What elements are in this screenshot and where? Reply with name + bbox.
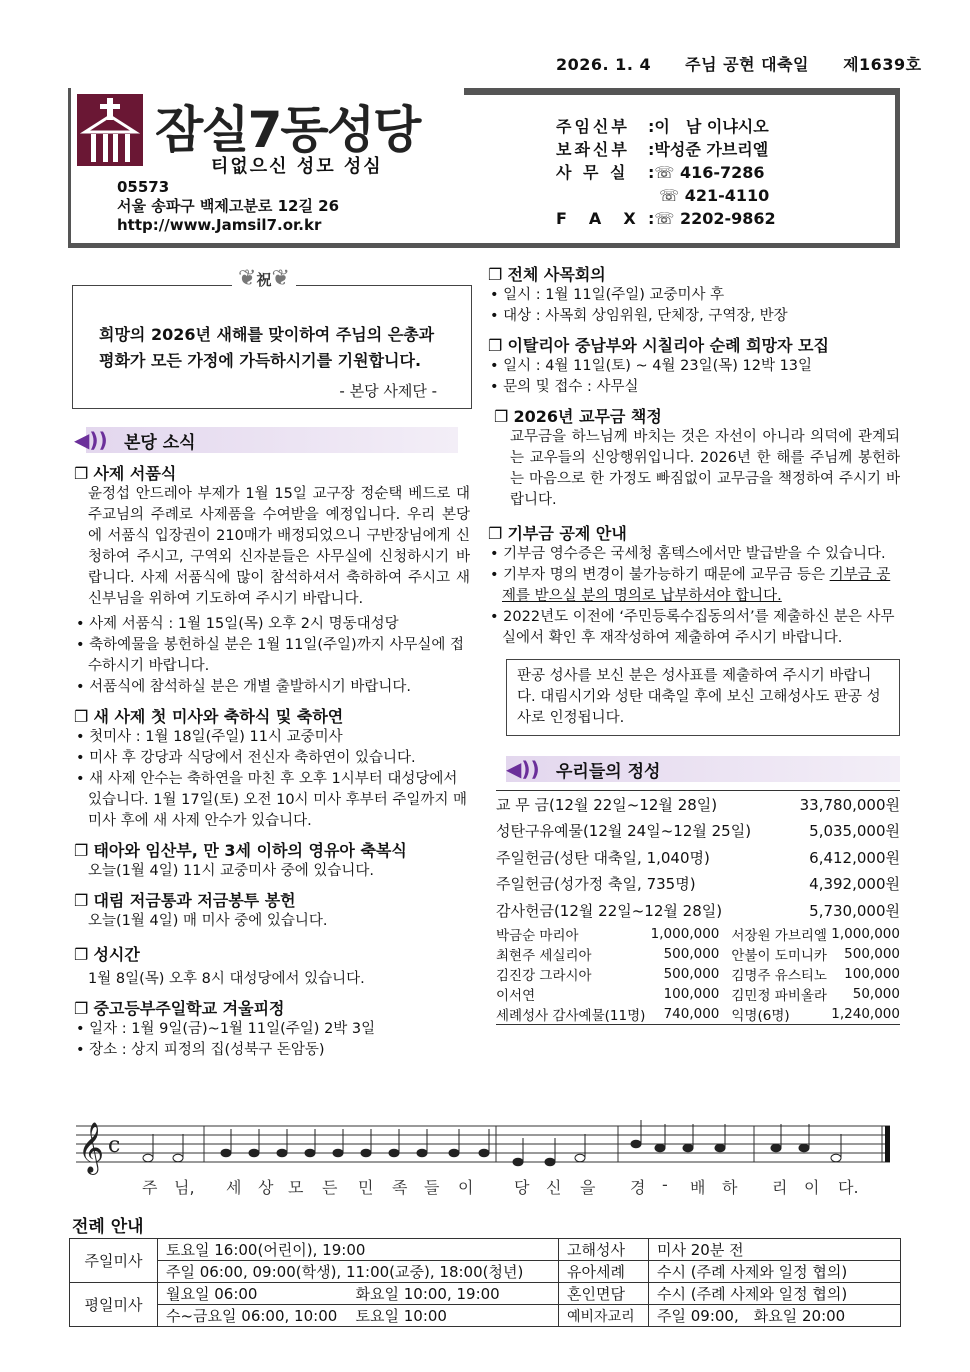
note-head bbox=[771, 1144, 781, 1152]
lyric-syllable: 님, bbox=[174, 1178, 195, 1197]
street-address: 서울 송파구 백제고분로 12길 26 bbox=[117, 197, 340, 215]
table-row: 주일헌금(성가정 축일, 735명) 4,392,000원 bbox=[496, 875, 900, 894]
greeting-signature: - 본당 사제단 - bbox=[339, 382, 437, 400]
lyrics bbox=[76, 1175, 894, 1199]
issue-number: 제1639호 bbox=[843, 55, 922, 74]
table-row: 김진강 그라시아 500,000 김명주 유스티노 100,000 bbox=[496, 965, 900, 984]
lyric-syllable: 다. bbox=[838, 1178, 859, 1197]
infant-blessing-text: 오늘(1월 4일) 11시 교중미사 중에 있습니다. bbox=[88, 863, 374, 879]
heading-first-mass: ❐ 새 사제 첫 미사와 축하식 및 축하연 bbox=[74, 704, 470, 727]
heading-pilgrimage: ❐ 이탈리아 중남부와 시칠리아 순례 희망자 모집 bbox=[488, 333, 900, 356]
note-head bbox=[715, 1144, 725, 1152]
heading-council: ❐ 전체 사목회의 bbox=[488, 262, 900, 285]
staff-contacts bbox=[464, 88, 900, 248]
heading-dues: ❐ 2026년 교무금 책정 bbox=[494, 404, 900, 427]
note-head bbox=[361, 1149, 371, 1157]
list-item: • 기부금 영수증은 국세청 홈텍스에서만 발급받을 수 있습니다. bbox=[488, 544, 900, 565]
speaker-icon: ◀)) bbox=[74, 428, 108, 452]
confession-notice: 판공 성사를 보신 분은 성사표를 제출하여 주시기 바랍니다. 대림시기와 성탄 대축일 후에 보신 고해성사도 판공 성사로 인정됩니다. bbox=[506, 659, 900, 736]
music-score bbox=[76, 1118, 894, 1198]
note-head bbox=[449, 1149, 459, 1157]
table-row: 성탄구유예물(12월 24일~12월 25일) 5,035,000원 bbox=[496, 822, 900, 841]
dues-text: 교무금을 하느님께 바치는 것은 자선이 아니라 의덕에 관계되는 교우들의 신앙행위입니다. 2026년 한 해를 주님께 봉헌하는 마음으로 한 가정도 빠짐없이 교무금을 책정하여 주시기 바랍니다. bbox=[510, 429, 900, 508]
lyric-syllable: 민 bbox=[358, 1178, 374, 1197]
website-url: http://www.Jamsil7.or.kr bbox=[117, 216, 322, 234]
list-item: • 축하예물을 봉헌하실 분은 1월 11일(주일)까지 사무실에 접수하시기 바랍니다. bbox=[74, 635, 470, 677]
lyric-syllable: 하 bbox=[722, 1178, 738, 1197]
heading-holy-hour: ❐ 성시간 bbox=[74, 942, 470, 965]
speaker-icon: ◀)) bbox=[506, 757, 540, 781]
staff-row: 보좌신부 : 박성준 가브리엘 bbox=[556, 140, 769, 159]
table-row: 이서연 100,000 김민정 파비올라 50,000 bbox=[496, 985, 900, 1004]
heading-tax-deduction: ❐ 기부금 공제 안내 bbox=[488, 521, 900, 544]
new-year-greeting bbox=[72, 285, 472, 409]
heading-youth-retreat: ❐ 중고등부주일학교 겨울피정 bbox=[74, 996, 470, 1019]
section-header-parish-news: ◀)) 본당 소식 bbox=[86, 427, 458, 453]
svg-text:𝄞: 𝄞 bbox=[78, 1122, 105, 1173]
list-item: • 2022년도 이전에 ‘주민등록수집동의서’를 제출하신 분은 사무실에서 확인 후 재작성하여 제출하여 주시기 바랍니다. bbox=[488, 607, 900, 649]
lyric-syllable: - bbox=[662, 1175, 668, 1194]
lyric-syllable: 든 bbox=[322, 1178, 338, 1197]
staff-row: 주임신부 : 이 남 이냐시오 bbox=[556, 117, 769, 136]
table-row: 주일헌금(성탄 대축일, 1,040명) 6,412,000원 bbox=[496, 848, 900, 867]
lyric-syllable: 이 bbox=[804, 1178, 820, 1197]
ordination-text: 윤정섭 안드레아 부제가 1월 15일 교구장 정순택 베드로 대주교님의 주례로 사제품을 수여받을 예정입니다. 우리 본당에 서품식 입장권이 210매가 배정되었으니 구반장님에게 신청하여 주시고, 구역외 신자분들은 사무실에 신청하시기 바랍니다. 사제 서품식에 많이 참석하셔서 축하하여 주시고 새 신부님을 위하여 기도하여 주시기 바랍니다. bbox=[88, 486, 470, 607]
note-head bbox=[389, 1149, 399, 1157]
greeting-line: 평화가 모든 가정에 가득하시기를 기원합니다. bbox=[99, 351, 422, 370]
church-logo-icon bbox=[77, 94, 143, 166]
note-head bbox=[221, 1149, 231, 1157]
postal-code: 05573 bbox=[117, 178, 170, 196]
lyric-syllable: 상 bbox=[258, 1178, 274, 1197]
lyric-syllable: 을 bbox=[580, 1178, 596, 1197]
note-head bbox=[683, 1144, 693, 1152]
note-head bbox=[173, 1154, 183, 1162]
lyric-syllable: 이 bbox=[458, 1178, 474, 1197]
lyric-syllable: 신 bbox=[546, 1178, 562, 1197]
lyric-syllable: 경 bbox=[630, 1178, 646, 1197]
heading-ordination: ❐ 사제 서품식 bbox=[74, 461, 470, 484]
note-head bbox=[143, 1154, 153, 1162]
list-item: • 새 사제 안수는 축하연을 마친 후 오후 1시부터 대성당에서 있습니다. 1월 17일(토) 오전 10시 미사 후부터 주일까지 매 미사 후에 새 사제 안수가 있습니다. bbox=[74, 769, 470, 832]
svg-text:c: c bbox=[108, 1133, 121, 1158]
lyric-syllable: 배 bbox=[690, 1178, 706, 1197]
list-item: • 미사 후 강당과 식당에서 전신자 축하연이 있습니다. bbox=[74, 748, 470, 769]
note-head bbox=[277, 1149, 287, 1157]
note-head bbox=[631, 1140, 641, 1148]
lyric-syllable: 세 bbox=[226, 1178, 242, 1197]
note-head bbox=[545, 1158, 555, 1166]
list-item: • 첫미사 : 1월 18일(주일) 11시 교중미사 bbox=[74, 727, 470, 748]
list-item: • 일시 : 1월 11일(주일) 교중미사 후 bbox=[488, 285, 900, 306]
heading-infant-blessing: ❐ 태아와 임산부, 만 3세 이하의 영유아 축복식 bbox=[74, 838, 470, 861]
left-column bbox=[74, 427, 470, 1061]
heading-advent-offering: ❐ 대림 저금통과 저금봉투 봉헌 bbox=[74, 888, 470, 911]
note-head bbox=[513, 1158, 523, 1166]
laurel-emblem-icon: ❦祝❦ bbox=[232, 266, 296, 302]
staff-row: 사 무 실 : ☏ 416-7286 bbox=[556, 163, 765, 182]
liturgy-table bbox=[69, 1238, 901, 1327]
note-head bbox=[831, 1154, 841, 1162]
parish-subtitle: 티없으신 성모 성심 bbox=[211, 156, 383, 177]
note-head bbox=[305, 1149, 315, 1157]
table-row: 주일미사 토요일 16:00(어린이), 19:00 고해성사 미사 20분 전 bbox=[70, 1239, 901, 1261]
lyric-syllable: 당 bbox=[514, 1178, 530, 1197]
staff-row: F A X : ☏ 2202-9862 bbox=[556, 209, 776, 228]
list-item: • 사제 서품식 : 1월 15일(목) 오후 2시 명동대성당 bbox=[74, 614, 470, 635]
note-head bbox=[575, 1154, 585, 1162]
masthead bbox=[68, 88, 900, 248]
table-row: 평일미사 월요일 06:00 화요일 10:00, 19:00 혼인면담 수시 (주례 사제와 일정 협의) bbox=[70, 1283, 901, 1305]
staff-list bbox=[556, 115, 776, 230]
right-column bbox=[488, 262, 900, 1025]
offerings-table bbox=[496, 790, 900, 1025]
list-item: • 서품식에 참석하실 분은 개별 출발하시기 바랍니다. bbox=[74, 677, 470, 698]
list-item: • 일자 : 1월 9일(금)~1월 11일(주일) 2박 3일 bbox=[74, 1019, 470, 1040]
list-item: • 기부자 명의 변경이 불가능하기 때문에 교무금 등은 기부금 공제를 받으실 분의 명의로 납부하셔야 합니다. bbox=[488, 565, 900, 607]
holy-hour-text: 1월 8일(목) 오후 8시 대성당에서 있습니다. bbox=[88, 971, 365, 987]
note-head bbox=[249, 1149, 259, 1157]
masthead-left bbox=[68, 88, 466, 248]
list-item: • 장소 : 상지 피정의 집(성북구 돈암동) bbox=[74, 1040, 470, 1061]
parish-address-block bbox=[117, 178, 339, 235]
lyric-syllable: 족 bbox=[392, 1178, 408, 1197]
issue-info bbox=[556, 52, 922, 75]
table-row: 세례성사 감사예물(11명) 740,000 익명(6명) 1,240,000 bbox=[496, 1005, 900, 1024]
note-head bbox=[799, 1144, 809, 1152]
parish-name: 잠실7동성당 bbox=[155, 101, 420, 159]
liturgy-title: 전례 안내 bbox=[72, 1217, 144, 1237]
table-row: 감사헌금(12월 22일~12월 28일) 5,730,000원 bbox=[496, 901, 900, 920]
lyric-syllable: 리 bbox=[772, 1178, 788, 1197]
issue-date: 2026. 1. 4 bbox=[556, 55, 652, 74]
greeting-line: 희망의 2026년 새해를 맞이하여 주님의 은총과 bbox=[99, 325, 435, 344]
table-row: 수~금요일 06:00, 10:00 토요일 10:00 예비자교리 주일 09:00, 화요일 20:00 bbox=[70, 1305, 901, 1327]
list-item: • 대상 : 사목회 상임위원, 단체장, 구역장, 반장 bbox=[488, 306, 900, 327]
note-head bbox=[333, 1149, 343, 1157]
list-item: • 일시 : 4월 11일(토) ~ 4월 23일(목) 12박 13일 bbox=[488, 356, 900, 377]
lyric-syllable: 모 bbox=[288, 1178, 304, 1197]
advent-offering-text: 오늘(1월 4일) 매 미사 중에 있습니다. bbox=[88, 913, 328, 929]
table-row: 교 무 금(12월 22일~12월 28일) 33,780,000원 bbox=[496, 795, 900, 814]
note-head bbox=[479, 1149, 489, 1157]
note-head bbox=[655, 1144, 665, 1152]
section-header-offerings: ◀)) 우리들의 정성 bbox=[506, 756, 900, 782]
note-head bbox=[417, 1149, 427, 1157]
lyric-syllable: 주 bbox=[142, 1178, 158, 1197]
table-row: 최현주 세실리아 500,000 안불이 도미니카 500,000 bbox=[496, 945, 900, 964]
staff-notation-icon bbox=[76, 1118, 894, 1178]
feast-name: 주님 공현 대축일 bbox=[685, 55, 810, 74]
table-row: 주일 06:00, 09:00(학생), 11:00(교중), 18:00(청년) 유아세례 수시 (주례 사제와 일정 협의) bbox=[70, 1261, 901, 1283]
list-item: • 문의 및 접수 : 사무실 bbox=[488, 377, 900, 398]
staff-row: ☏ 421-4110 bbox=[659, 186, 770, 205]
table-row: 박금순 마리아 1,000,000 서장원 가브리엘 1,000,000 bbox=[496, 925, 900, 944]
lyric-syllable: 들 bbox=[424, 1178, 440, 1197]
